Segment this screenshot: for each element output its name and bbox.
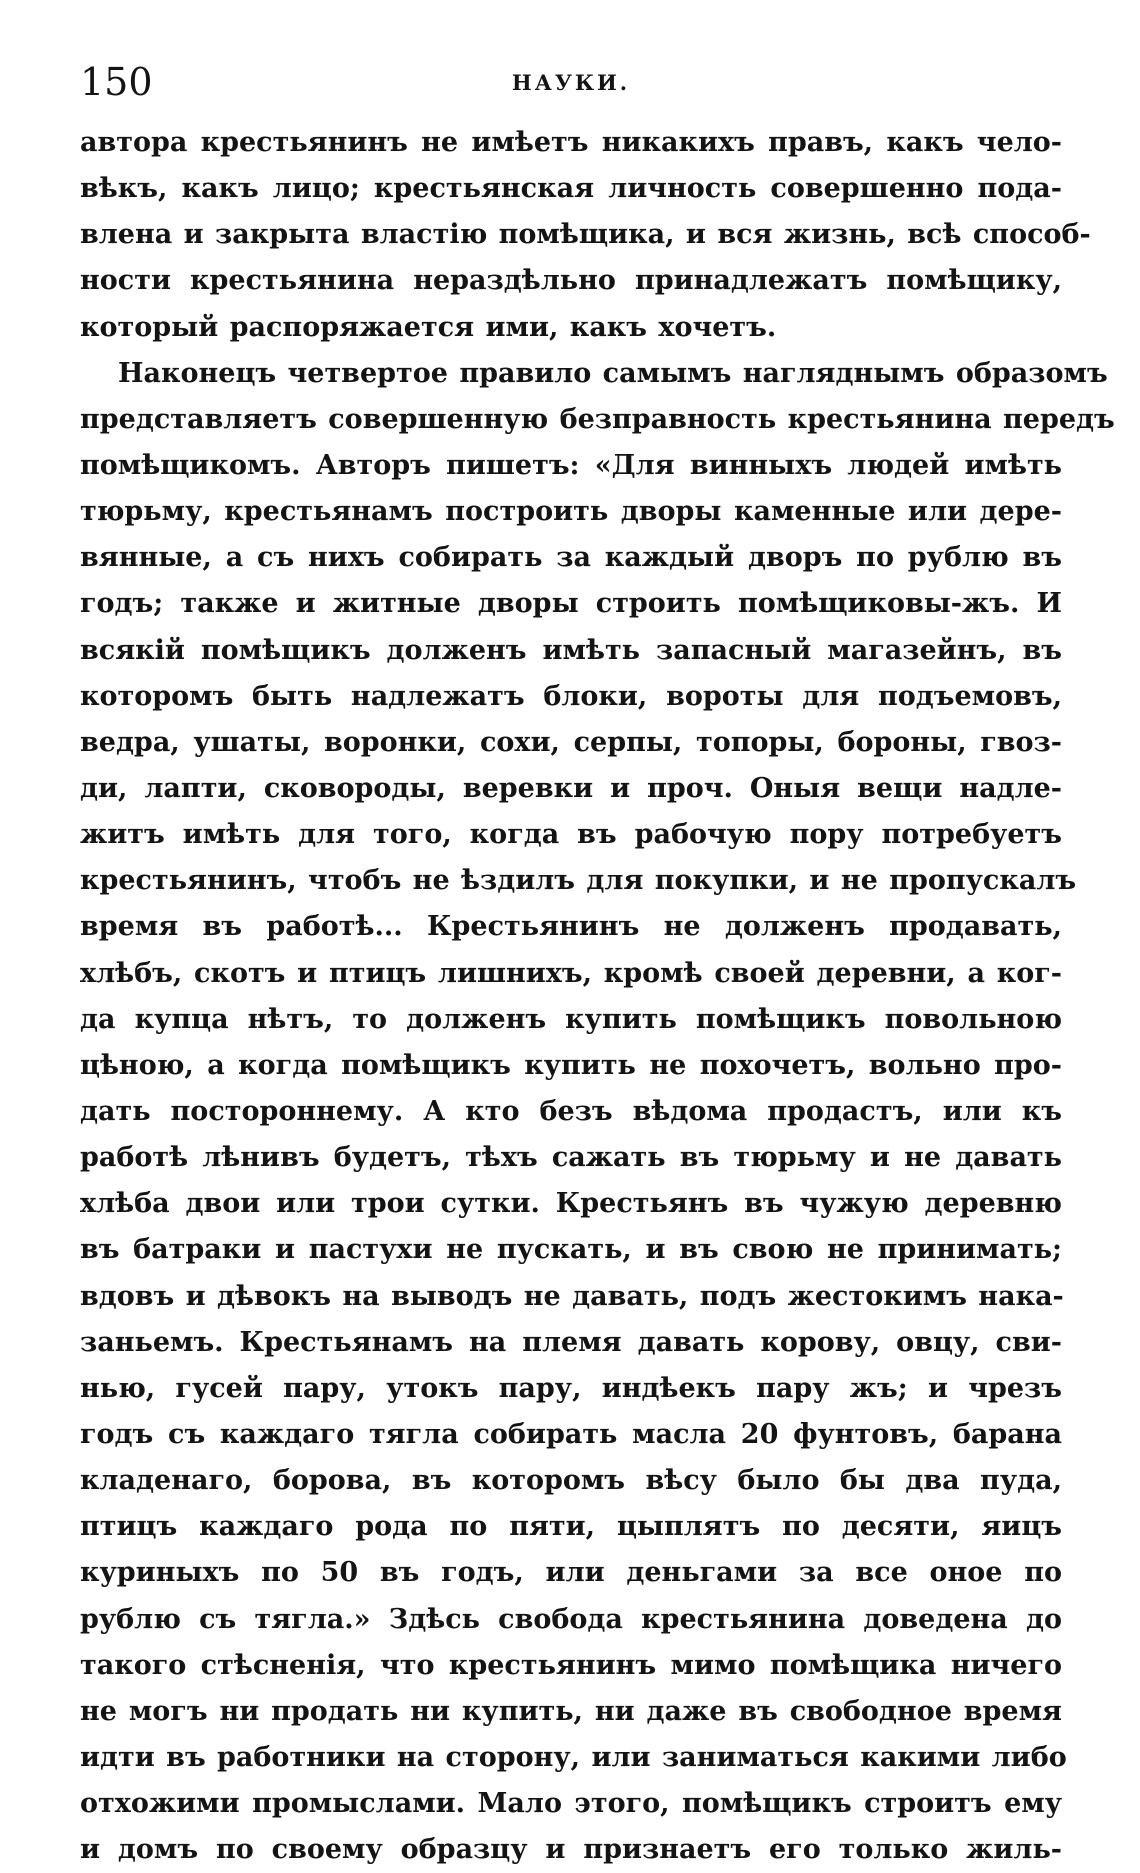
text-line: и домъ по своему образцу и признаетъ его только жиль- (80, 1834, 1062, 1866)
text-line: годъ съ каждаго тягла собирать масла 20 фунтовъ, барана (80, 1418, 1062, 1450)
text-line: рублю съ тягла.» Здѣсь свобода крестьянина доведена до (80, 1603, 1062, 1635)
text-line: ности крестьянина нераздѣльно принадлежатъ помѣщику, (80, 265, 1062, 297)
text-line: ведра, ушаты, воронки, сохи, серпы, топоры, бороны, гвоз- (80, 726, 1062, 758)
text-line: вдовъ и дѣвокъ на выводъ не давать, подъ жестокимъ нака- (80, 1280, 1064, 1312)
page-header (80, 56, 1062, 116)
text-line: работѣ лѣнивъ будетъ, тѣхъ сажать въ тюрьму и не давать (80, 1142, 1062, 1174)
page-number: 150 (80, 60, 153, 104)
text-line: влена и закрыта властію помѣщика, и вся жизнь, всѣ способ- (80, 219, 1091, 251)
text-line: вянные, а съ нихъ собирать за каждый дворъ по рублю въ (80, 542, 1062, 574)
text-line: хлѣбъ, скотъ и птицъ лишнихъ, кромѣ своей деревни, а ког- (80, 957, 1062, 989)
text-line: да купца нѣтъ, то долженъ купить помѣщикъ повольною (80, 1003, 1062, 1035)
text-line: которомъ быть надлежатъ блоки, вороты для подъемовъ, (80, 680, 1062, 712)
text-line: вѣкъ, какъ лицо; крестьянская личность совершенно пода- (80, 173, 1062, 205)
text-line: нью, гусей пару, утокъ пару, индѣекъ пару жъ; и чрезъ (80, 1372, 1062, 1404)
text-line: птицъ каждаго рода по пяти, цыплятъ по десяти, яицъ (80, 1511, 1062, 1543)
text-line: житъ имѣть для того, когда въ рабочую пору потребуетъ (80, 819, 1062, 851)
text-line: такого стѣсненія, что крестьянинъ мимо помѣщика ничего (80, 1649, 1062, 1681)
text-line: который распоряжается ими, какъ хочетъ. (80, 311, 777, 343)
text-line: дать постороннему. А кто безъ вѣдома продастъ, или къ (80, 1095, 1062, 1127)
text-line: представляетъ совершенную безправность крестьянина передъ (80, 403, 1115, 435)
text-line: отхожими промыслами. Мало этого, помѣщикъ строитъ ему (80, 1788, 1062, 1820)
text-line: въ батраки и пастухи не пускать, и въ свою не принимать; (80, 1234, 1062, 1266)
text-line: цѣною, а когда помѣщикъ купить не похочетъ, вольно про- (80, 1049, 1062, 1081)
text-line: всякій помѣщикъ долженъ имѣть запасный магазейнъ, въ (80, 634, 1062, 666)
text-line: куриныхъ по 50 въ годъ, или деньгами за все оное по (80, 1557, 1062, 1589)
text-line: не могъ ни продать ни купить, ни даже въ свободное время (80, 1695, 1062, 1727)
text-line: хлѣба двои или трои сутки. Крестьянъ въ чужую деревню (80, 1188, 1062, 1220)
text-line: время въ работѣ... Крестьянинъ не долженъ продавать, (80, 911, 1062, 943)
running-head: НАУКИ. (511, 70, 631, 95)
body-text (80, 120, 1115, 1873)
text-line: идти въ работники на сторону, или заниматься какими либо (80, 1741, 1067, 1773)
paragraph-first-line: Наконецъ четвертое правило самымъ нагляднымъ образомъ (118, 357, 1108, 389)
text-line: крестьянинъ, чтобъ не ѣздилъ для покупки, и не пропускалъ (80, 865, 1077, 897)
text-line: ди, лапти, сковороды, веревки и проч. Оныя вещи надле- (80, 772, 1062, 804)
text-line: заньемъ. Крестьянамъ на племя давать корову, овцу, сви- (80, 1326, 1062, 1358)
book-page (80, 56, 1115, 1866)
text-line: тюрьму, крестьянамъ построить дворы каменные или дере- (80, 496, 1062, 528)
text-line: автора крестьянинъ не имѣетъ никакихъ правъ, какъ чело- (80, 127, 1062, 158)
text-line: годъ; также и житные дворы строить помѣщиковы-жъ. И (80, 588, 1062, 620)
text-line: кладенаго, борова, въ которомъ вѣсу было бы два пуда, (80, 1465, 1062, 1497)
text-line: помѣщикомъ. Авторъ пишетъ: «Для винныхъ людей имѣть (80, 449, 1062, 481)
